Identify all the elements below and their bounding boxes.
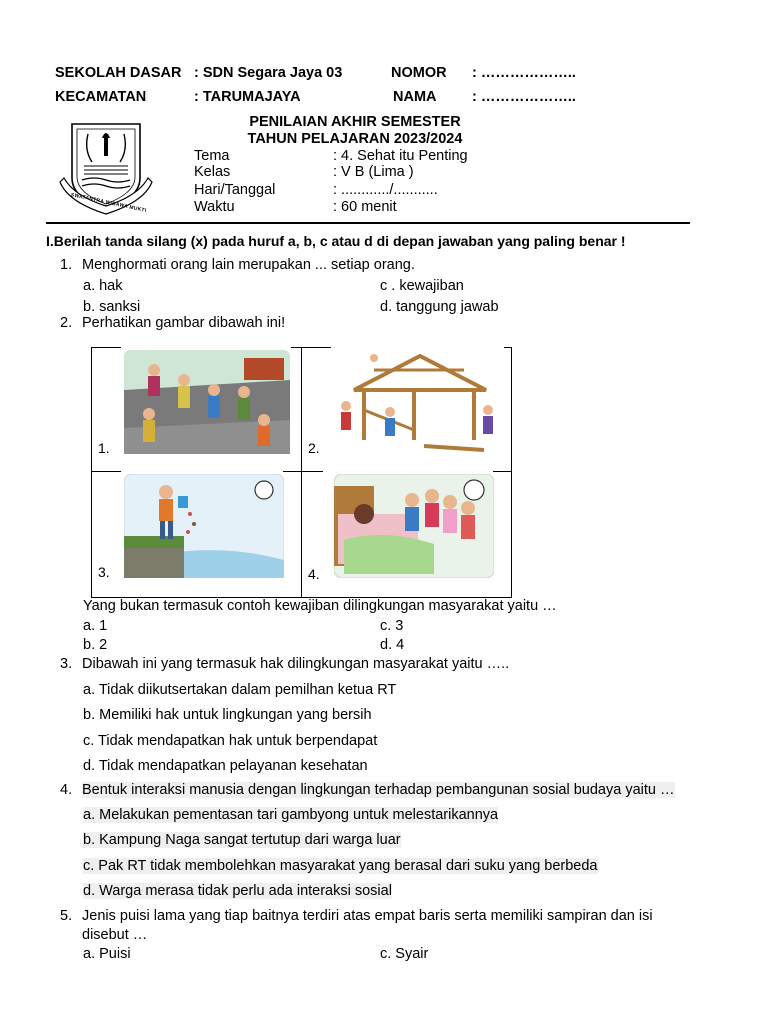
question-5-text-line2: disebut … <box>82 927 148 943</box>
logo-motto: SWATANTRA WIBAWA MUKTI <box>70 192 147 214</box>
nama-label: NAMA <box>393 89 437 105</box>
picture-3-label: 3. <box>98 564 110 580</box>
picture-2-illustration <box>334 350 506 458</box>
picture-4-illustration <box>334 474 494 578</box>
q4-option-b: b. Kampung Naga sangat tertutup dari warga luar <box>83 832 401 848</box>
nomor-value: : ……………….. <box>472 65 576 81</box>
picture-3-illustration <box>124 474 284 578</box>
question-5-number: 5. <box>60 908 73 924</box>
q1-option-b: b. sanksi <box>83 299 141 315</box>
q4-option-d: d. Warga merasa tidak perlu ada interaksi sosial <box>83 883 392 899</box>
q3-option-c: c. Tidak mendapatkan hak untuk berpendapat <box>83 733 378 749</box>
q2-option-a: a. 1 <box>83 618 108 634</box>
school-label: SEKOLAH DASAR <box>55 65 182 81</box>
kecamatan-label: KECAMATAN <box>55 89 147 105</box>
info-tema-value: : 4. Sehat itu Penting <box>333 148 468 164</box>
picture-1-label: 1. <box>98 440 110 456</box>
q3-option-b: b. Memiliki hak untuk lingkungan yang bersih <box>83 707 372 723</box>
picture-grid <box>91 347 512 598</box>
q2-option-d: d. 4 <box>380 637 405 653</box>
q1-option-d: d. tanggung jawab <box>380 299 499 315</box>
header-divider <box>46 222 690 224</box>
q4-option-a: a. Melakukan pementasan tari gambyong untuk melestarikannya <box>83 807 499 823</box>
picture-2-label: 2. <box>308 440 320 456</box>
exam-year: TAHUN PELAJARAN 2023/2024 <box>247 131 463 147</box>
school-logo <box>58 120 154 220</box>
q5-option-c: c. Syair <box>380 946 429 962</box>
question-2-text: Perhatikan gambar dibawah ini! <box>82 315 286 331</box>
nomor-label: NOMOR <box>391 65 447 81</box>
q5-option-a: a. Puisi <box>83 946 131 962</box>
question-5-text-line1: Jenis puisi lama yang tiap baitnya terdiri atas empat baris serta memiliki sampiran dan isi <box>82 908 653 924</box>
exam-title: PENILAIAN AKHIR SEMESTER <box>249 114 461 130</box>
q1-option-a: a. hak <box>83 278 123 294</box>
q4-option-c: c. Pak RT tidak membolehkan masyarakat yang berasal dari suku yang berbeda <box>83 858 598 874</box>
question-4-text: Bentuk interaksi manusia dengan lingkungan terhadap pembangunan sosial budaya yaitu … <box>82 782 675 798</box>
info-waktu-value: : 60 menit <box>333 199 397 215</box>
info-waktu-label: Waktu <box>194 199 235 215</box>
picture-4-label: 4. <box>308 566 320 582</box>
q1-option-c: c . kewajiban <box>380 278 464 294</box>
question-2-number: 2. <box>60 315 73 331</box>
info-tanggal-label: Hari/Tanggal <box>194 182 276 198</box>
q2-option-c: c. 3 <box>380 618 404 634</box>
kecamatan-value: : TARUMAJAYA <box>194 89 301 105</box>
school-value: : SDN Segara Jaya 03 <box>194 65 343 81</box>
section-instruction: I.Berilah tanda silang (x) pada huruf a, b, c atau d di depan jawaban yang paling benar ! <box>46 233 626 249</box>
q3-option-a: a. Tidak diikutsertakan dalam pemilhan ketua RT <box>83 682 397 698</box>
info-tema-label: Tema <box>194 148 230 164</box>
q2-option-b: b. 2 <box>83 637 108 653</box>
nama-value: : ……………….. <box>472 89 576 105</box>
question-3-number: 3. <box>60 656 73 672</box>
question-2-followup: Yang bukan termasuk contoh kewajiban dilingkungan masyarakat yaitu … <box>83 598 557 614</box>
info-kelas-label: Kelas <box>194 164 231 180</box>
question-1-text: Menghormati orang lain merupakan ... setiap orang. <box>82 257 415 273</box>
question-1-number: 1. <box>60 257 73 273</box>
q3-option-d: d. Tidak mendapatkan pelayanan kesehatan <box>83 758 368 774</box>
question-3-text: Dibawah ini yang termasuk hak dilingkungan masyarakat yaitu ….. <box>82 656 510 672</box>
question-4-number: 4. <box>60 782 73 798</box>
info-tanggal-value: : ............/........... <box>333 182 438 198</box>
info-kelas-value: : V B (Lima ) <box>333 164 414 180</box>
picture-1-illustration <box>124 350 290 454</box>
